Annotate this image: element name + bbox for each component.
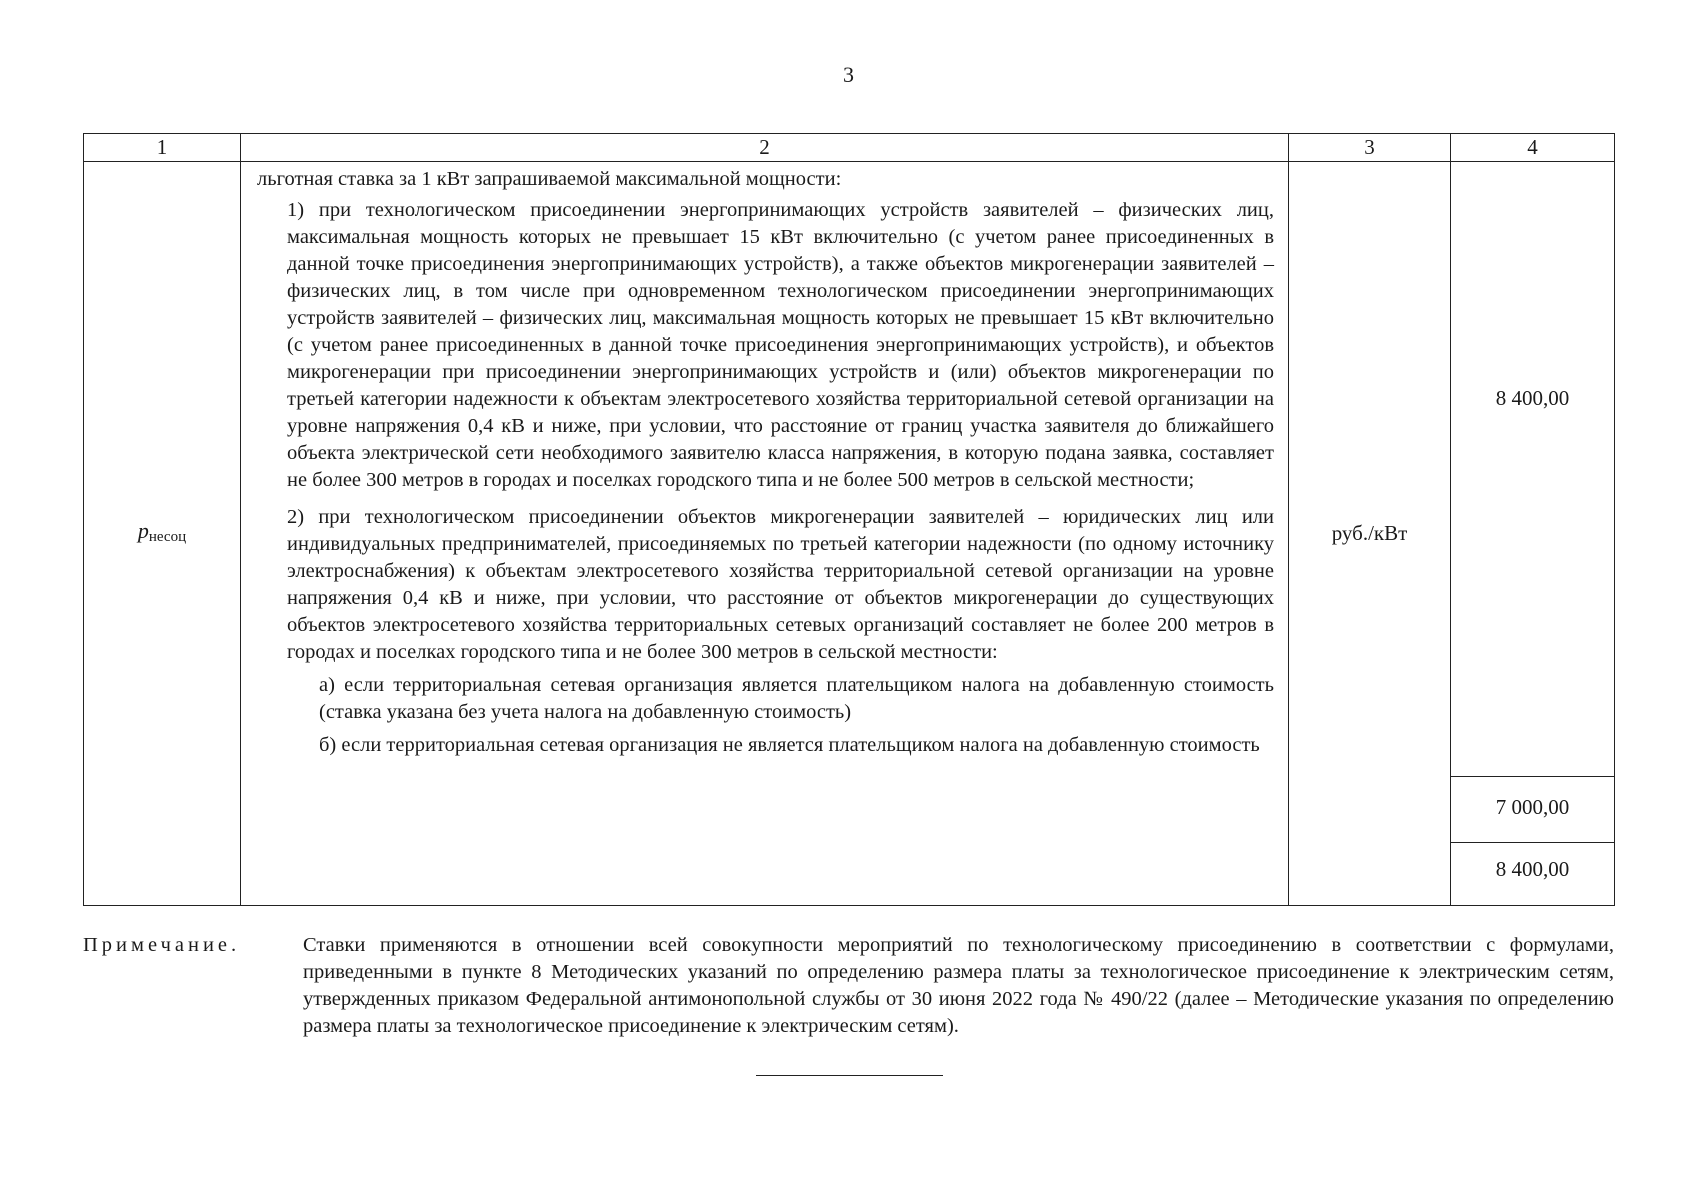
column-header-1: 1	[84, 134, 241, 162]
column-header-2: 2	[241, 134, 1289, 162]
end-divider	[756, 1075, 943, 1076]
rate-intro: льготная ставка за 1 кВт запрашиваемой максимальной мощности:	[257, 168, 842, 190]
value-sub-a: 7 000,00	[1495, 795, 1570, 819]
value-item-1: 8 400,00	[1495, 386, 1570, 410]
tariff-table	[83, 133, 1615, 906]
rate-symbol	[138, 518, 186, 543]
table-row	[84, 162, 1615, 906]
item-2-text: 2) при технологическом присоединении объектов микрогенерации заявителей – юридических лиц или индивидуальных предпринимателей, присоединяемых по третьей категории надежности (по одному источнику электроснабжения) к объектам электросетевого хозяйства территориальной сетевой организации на уровне напряжения 0,4 кВ и ниже, при условии, что расстояние от объектов микрогенерации до существующих объектов электросетевого хозяйства территориальных сетевых организаций составляет не более 200 метров в городах и поселках городского типа и не более 300 метров в сельской местности:	[287, 506, 1274, 663]
column-header-4: 4	[1451, 134, 1615, 162]
rate-symbol-subscript: несоц	[148, 528, 187, 545]
column-header-3: 3	[1289, 134, 1451, 162]
values-divider	[1451, 776, 1614, 777]
item-1	[287, 197, 1274, 494]
rate-symbol-cell	[84, 162, 241, 906]
sub-item-a	[319, 672, 1274, 726]
table-header-row	[84, 134, 1615, 162]
rate-symbol-main: p	[137, 517, 149, 543]
page-number: 3	[843, 62, 854, 87]
rate-description-cell	[241, 162, 1289, 906]
sub-item-b-text: б) если территориальная сетевая организация не является плательщиком налога на добавленную стоимость	[319, 734, 1260, 756]
values-divider	[1451, 842, 1614, 843]
note	[83, 932, 1614, 1040]
sub-item-a-text: а) если территориальная сетевая организация является плательщиком налога на добавленную стоимость (ставка указана без учета налога на добавленную стоимость)	[319, 674, 1274, 723]
sub-item-b	[319, 732, 1274, 759]
note-label: Примечание.	[83, 934, 241, 956]
item-2	[287, 504, 1274, 666]
value-sub-b: 8 400,00	[1495, 857, 1570, 881]
item-1-text: 1) при технологическом присоединении энергопринимающих устройств заявителей – физических лиц, максимальная мощность которых не превышает 15 кВт включительно (с учетом ранее присоединенных в данной точке присоединения энергопринимающих устройств), а также объектов микрогенерации заявителей – физических лиц, в том числе при одновременном технологическом присоединении энергопринимающих устройств заявителей – физических лиц, максимальная мощность которых не превышает 15 кВт включительно (с учетом ранее присоединенных в данной точке присоединения энергопринимающих устройств), и объектов микрогенерации при присоединении энергопринимающих устройств и (или) объектов микрогенерации по третьей категории надежности к объектам электросетевого хозяйства территориальной сетевой организации на уровне напряжения 0,4 кВ и ниже, при условии, что расстояние от границ участка заявителя до ближайшего объекта электрической сети необходимого заявителю класса напряжения, в которую подана заявка, составляет не более 300 метров в городах и поселках городского типа и не более 500 метров в сельской местности;	[287, 199, 1274, 491]
values-cell	[1451, 162, 1615, 906]
unit-cell: руб./кВт	[1289, 162, 1451, 906]
note-text: Ставки применяются в отношении всей совокупности мероприятий по технологическому присоединению в соответствии с формулами, приведенными в пункте 8 Методических указаний по определению размера платы за технологическое присоединение к электрическим сетям, утвержденных приказом Федеральной антимонопольной службы от 30 июня 2022 года № 490/22 (далее – Методические указания по определению размера платы за технологическое присоединение к электрическим сетям).	[303, 934, 1614, 1037]
